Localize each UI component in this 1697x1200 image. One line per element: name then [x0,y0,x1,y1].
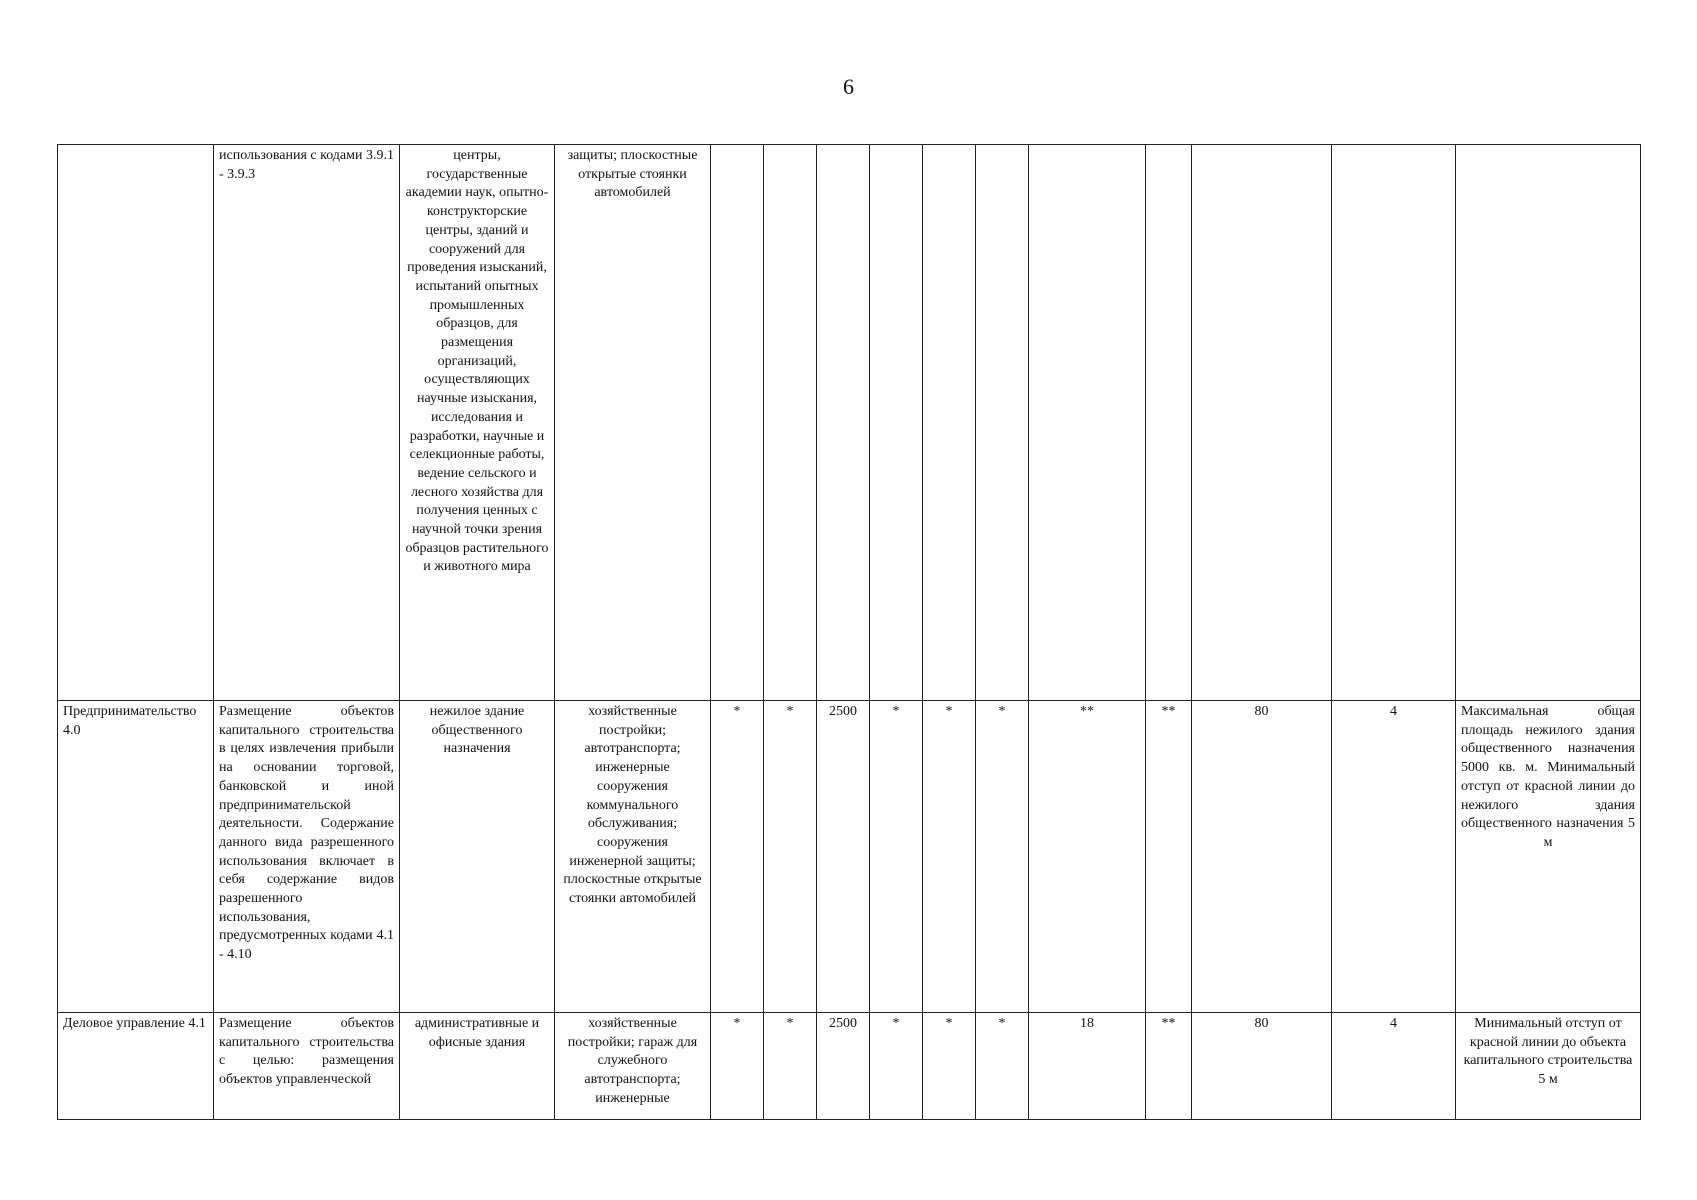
param-cell: * [870,701,923,1013]
param-cell: * [976,1013,1029,1120]
param-cell: * [923,701,976,1013]
use-description-cell: использования с кодами 3.9.1 - 3.9.3 [214,145,400,701]
notes-cell: Максимальная общая площадь нежилого здания общественного назначения 5000 кв. м. Минимальный отступ от красной линии до нежилого здания общественного назначения 5 м [1456,701,1641,1013]
param-cell: 4 [1332,1013,1456,1120]
main-object-cell: центры, государственные академии наук, опытно-конструкторские центры, зданий и сооружений для проведения изысканий, испытаний опытных промышленных образцов, для размещения организаций, осуществляющих научные изыскания, исследования и разработки, научные и селекционные работы, ведение сельского и лесного хозяйства для получения ценных с научной точки зрения образцов растительного и животного мира [400,145,555,701]
param-cell: * [764,701,817,1013]
param-cell: 80 [1192,701,1332,1013]
use-type-name-cell: Предпринимательство 4.0 [58,701,214,1013]
param-cell: 18 [1029,1013,1146,1120]
param-cell [976,145,1029,701]
param-cell [1192,145,1332,701]
table-row [58,145,1641,701]
param-cell: * [976,701,1029,1013]
use-type-name-cell [58,145,214,701]
auxiliary-object-cell: защиты; плоскостные открытые стоянки автомобилей [555,145,711,701]
param-cell: * [711,701,764,1013]
main-object-cell: нежилое здание общественного назначения [400,701,555,1013]
use-type-name-cell: Деловое управление 4.1 [58,1013,214,1120]
param-cell: 2500 [817,1013,870,1120]
param-cell [1146,145,1192,701]
param-cell: * [764,1013,817,1120]
param-cell [764,145,817,701]
param-cell: ** [1029,701,1146,1013]
use-description-cell: Размещение объектов капитального строительства в целях извлечения прибыли на основании торговой, банковской и иной предпринимательской деятельности. Содержание данного вида разрешенного использования включает в себя содержание видов разрешенного использования, предусмотренных кодами 4.1 - 4.10 [214,701,400,1013]
param-cell [1332,145,1456,701]
param-cell [817,145,870,701]
auxiliary-object-cell: хозяйственные постройки; гараж для служебного автотранспорта; инженерные [555,1013,711,1120]
param-cell: * [711,1013,764,1120]
table-row [58,701,1641,1013]
param-cell: * [923,1013,976,1120]
param-cell: 4 [1332,701,1456,1013]
param-cell: * [870,1013,923,1120]
use-description-cell: Размещение объектов капитального строительства с целью: размещения объектов управленческой [214,1013,400,1120]
param-cell [870,145,923,701]
notes-cell [1456,145,1641,701]
param-cell [711,145,764,701]
table-row [58,1013,1641,1120]
param-cell: ** [1146,701,1192,1013]
main-object-cell: административные и офисные здания [400,1013,555,1120]
param-cell: 80 [1192,1013,1332,1120]
param-cell: 2500 [817,701,870,1013]
notes-cell: Минимальный отступ от красной линии до объекта капитального строительства 5 м [1456,1013,1641,1120]
page-number: 6 [843,74,854,99]
param-cell: ** [1146,1013,1192,1120]
param-cell [923,145,976,701]
land-use-regulations-table [57,144,1641,1120]
auxiliary-object-cell: хозяйственные постройки; автотранспорта; инженерные сооружения коммунального обслуживания; сооружения инженерной защиты; плоскостные открытые стоянки автомобилей [555,701,711,1013]
param-cell [1029,145,1146,701]
